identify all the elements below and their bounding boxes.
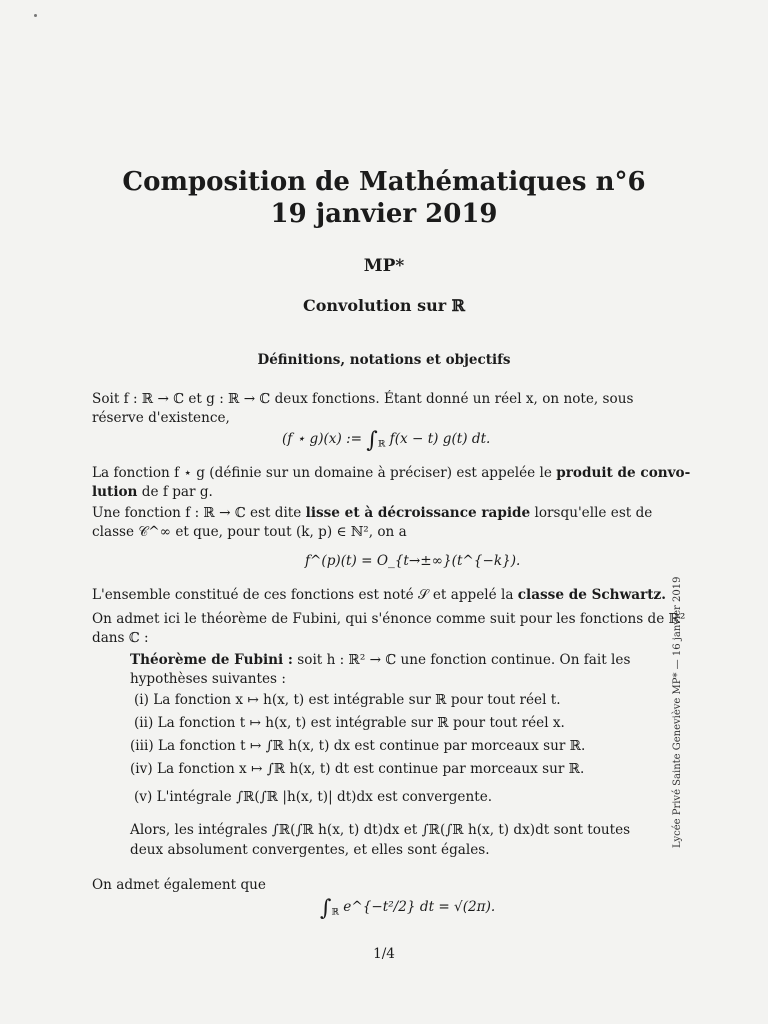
paragraph-2-text: La fonction f ⋆ g (définie sur un domaine à préciser) est appelée le xyxy=(92,465,552,481)
schwartz-class-term: classe de Schwartz. xyxy=(517,587,666,603)
paragraph-2-line-1 xyxy=(92,464,690,483)
paragraph-3-line-1 xyxy=(92,504,652,523)
integral-sign: ∫ xyxy=(366,428,378,453)
document-date: 19 janvier 2019 xyxy=(270,199,498,229)
theorem-statement: soit h : ℝ² → ℂ une fonction continue. On fait les xyxy=(297,652,631,668)
convolution-equation: (f ⋆ g)(x) := $\int_ℝ$ f(x − t) g(t) dt. xyxy=(282,428,491,453)
hypothesis-item-ii: (ii) La fonction t ↦ h(x, t) est intégrable sur ℝ pour tout réel x. xyxy=(134,715,565,731)
paragraph-3-tail: lorsqu'elle est de xyxy=(534,505,653,521)
convolution-term: produit de convo- xyxy=(556,465,691,481)
hypothesis-item-v: (v) L'intégrale ∫ℝ(∫ℝ |h(x, t)| dt)dx est convergente. xyxy=(134,789,493,805)
section-heading: Définitions, notations et objectifs xyxy=(257,352,511,368)
theorem-conclusion-line-2: deux absolument convergentes, et elles sont égales. xyxy=(130,842,490,858)
decay-equation: f^(p)(t) = O_{t→±∞}(t^{−k}). xyxy=(305,553,521,569)
gaussian-integral: $\int_ℝ$ e^{−t²/2} dt = √(2π). xyxy=(320,896,496,921)
margin-note: Lycée Privé Sainte Geneviève MP* — 16 janvier 2019 xyxy=(672,576,683,848)
convolution-term-end: lution xyxy=(92,484,138,500)
paragraph-5-line-2: dans ℂ : xyxy=(92,630,149,646)
theorem-line-2: hypothèses suivantes : xyxy=(130,671,286,687)
hypothesis-item-iii: (iii) La fonction t ↦ ∫ℝ h(x, t) dx est continue par morceaux sur ℝ. xyxy=(130,738,586,754)
convolution-rhs: f(x − t) g(t) dt. xyxy=(389,431,491,447)
paragraph-1-line-2: réserve d'existence, xyxy=(92,410,230,426)
integral-sign-gauss: ∫ xyxy=(320,896,332,921)
hypothesis-item-iv: (iv) La fonction x ↦ ∫ℝ h(x, t) dt est continue par morceaux sur ℝ. xyxy=(130,761,585,777)
document-subtitle: Convolution sur ℝ xyxy=(303,296,465,315)
scan-speck xyxy=(34,14,37,17)
paragraph-2-line-2 xyxy=(92,483,213,502)
convolution-lhs: (f ⋆ g)(x) := xyxy=(282,431,363,447)
theorem-line-1 xyxy=(130,651,630,670)
paragraph-3-text: Une fonction f : ℝ → ℂ est dite xyxy=(92,505,302,521)
rapid-decay-term: lisse et à décroissance rapide xyxy=(305,505,531,521)
gaussian-expression: e^{−t²/2} dt = √(2π). xyxy=(343,899,496,915)
page-number: 1/4 xyxy=(373,946,395,962)
paragraph-4 xyxy=(92,586,666,605)
class-label: MP* xyxy=(363,256,405,276)
theorem-conclusion-line-1: Alors, les intégrales ∫ℝ(∫ℝ h(x, t) dt)dx et ∫ℝ(∫ℝ h(x, t) dx)dt sont toutes xyxy=(130,822,631,838)
paragraph-3-line-2: classe 𝒞^∞ et que, pour tout (k, p) ∈ ℕ², on a xyxy=(92,524,407,540)
hypothesis-item-i: (i) La fonction x ↦ h(x, t) est intégrable sur ℝ pour tout réel t. xyxy=(134,692,561,708)
theorem-label: Théorème de Fubini : xyxy=(130,652,293,668)
paragraph-5-line-1: On admet ici le théorème de Fubini, qui s'énonce comme suit pour les fonctions de ℝ² xyxy=(92,611,686,627)
paragraph-1-line-1: Soit f : ℝ → ℂ et g : ℝ → ℂ deux fonctions. Étant donné un réel x, on note, sous xyxy=(92,391,634,407)
document-title: Composition de Mathématiques n°6 xyxy=(122,167,646,197)
paragraph-4-text: L'ensemble constitué de ces fonctions est noté 𝒮 et appelé la xyxy=(92,587,514,603)
paragraph-6: On admet également que xyxy=(92,877,266,893)
paragraph-2-tail: de f par g. xyxy=(141,484,213,500)
